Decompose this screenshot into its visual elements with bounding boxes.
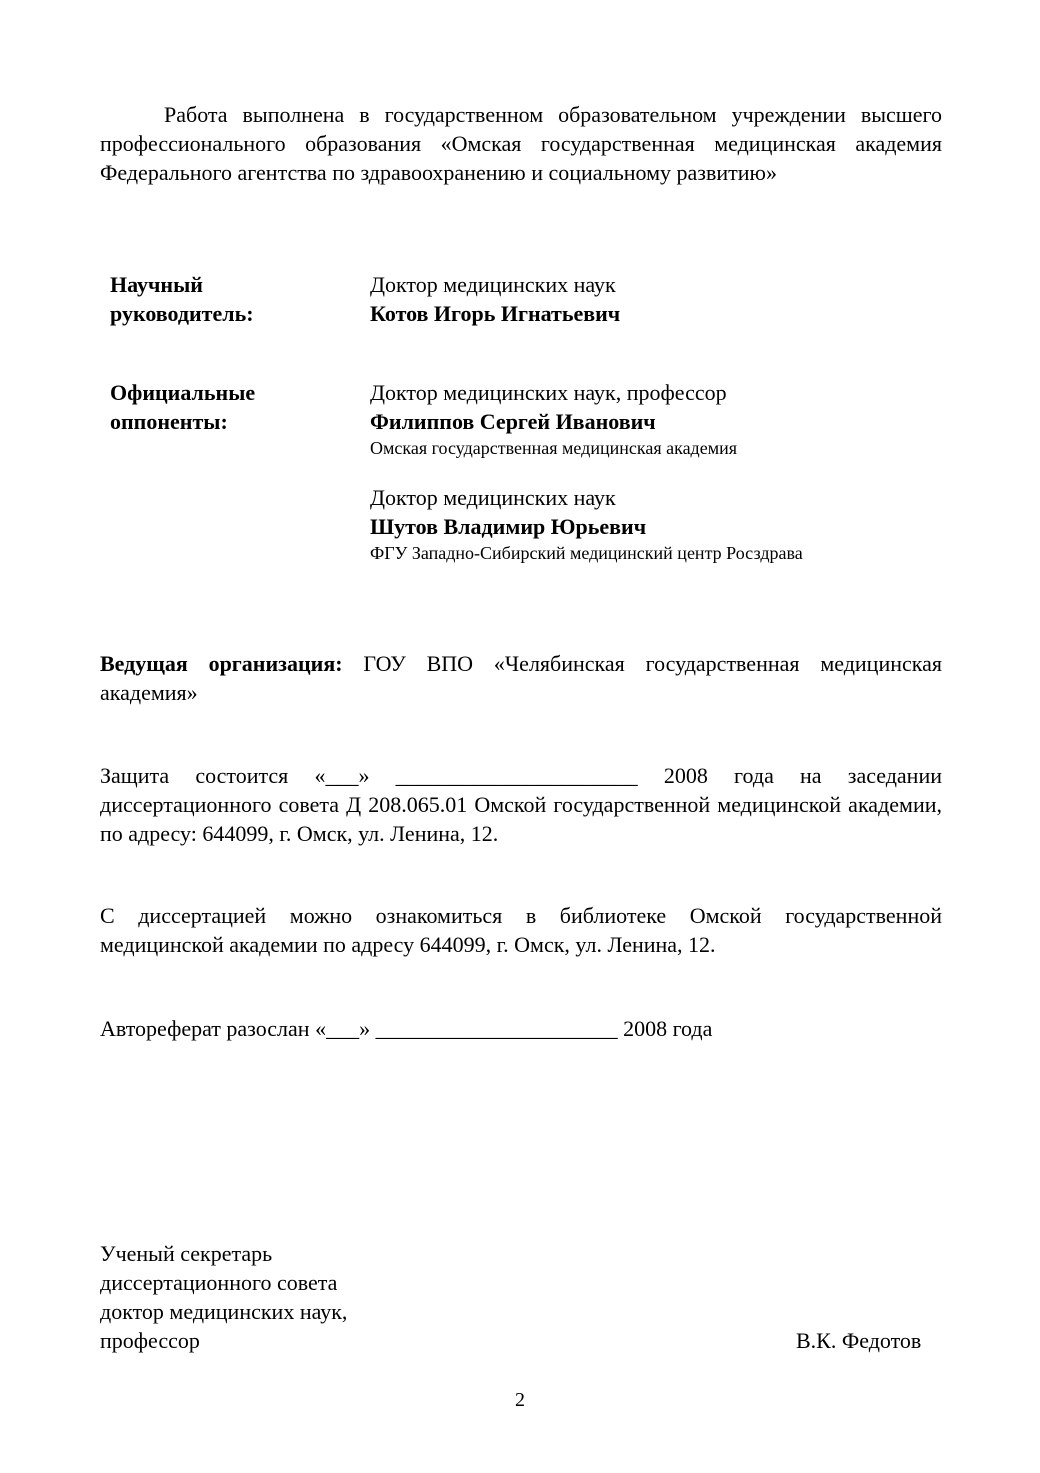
supervisor-block	[370, 270, 970, 328]
leading-organization-paragraph	[100, 649, 942, 707]
page-number: 2	[515, 1389, 525, 1411]
secretary-title-line3: доктор медицинских наук,	[100, 1299, 348, 1324]
opponents-label-line2: оппоненты:	[110, 409, 228, 434]
opponent-degree: Доктор медицинских наук, профессор	[370, 380, 727, 405]
intro-paragraph	[100, 100, 942, 187]
library-paragraph	[100, 901, 942, 959]
opponent-organization: Омская государственная медицинская академия	[370, 438, 738, 458]
opponent-name: Шутов Владимир Юрьевич	[370, 514, 647, 539]
supervisor-name: Котов Игорь Игнатьевич	[370, 301, 621, 326]
leading-organization-label: Ведущая организация:	[100, 651, 343, 676]
opponent-degree: Доктор медицинских наук	[370, 485, 616, 510]
opponents-label-line1: Официальные	[110, 380, 256, 405]
opponent-name: Филиппов Сергей Иванович	[370, 409, 656, 434]
abstract-sent-line	[100, 1014, 942, 1043]
secretary-title-line1: Ученый секретарь	[100, 1241, 273, 1266]
secretary-block	[100, 1239, 500, 1355]
supervisor-label-line2: руководитель:	[110, 301, 254, 326]
supervisor-degree: Доктор медицинских наук	[370, 272, 616, 297]
abstract-sent-text: Автореферат разослан «___» ______________________ 2008 года	[100, 1016, 713, 1041]
defense-text: Защита состоится «___» ______________________ 2008 года на заседании диссертационного совета Д 208.065.01 Омской государственной медицинской академии, по адресу: 644099, г. Омск, ул. Ленина, 12.	[100, 763, 942, 846]
defense-paragraph	[100, 761, 942, 848]
opponent-organization: ФГУ Западно-Сибирский медицинский центр Росздрава	[370, 543, 803, 563]
opponent-block	[370, 483, 970, 565]
opponents-label	[110, 378, 360, 436]
supervisor-label	[110, 270, 360, 328]
supervisor-label-line1: Научный	[110, 272, 203, 297]
secretary-title-line2: диссертационного совета	[100, 1270, 338, 1295]
intro-text: Работа выполнена в государственном образовательном учреждении высшего профессионального образования «Омская государственная медицинская академия Федерального агентства по здравоохранению и социальному развитию»	[100, 102, 942, 185]
secretary-title-line4: профессор	[100, 1328, 200, 1353]
opponent-block	[370, 378, 970, 460]
secretary-name: В.К. Федотов	[796, 1328, 922, 1353]
leading-organization-text: ГОУ ВПО «Челябинская государственная медицинская академия»	[100, 651, 943, 705]
library-text: С диссертацией можно ознакомиться в библиотеке Омской государственной медицинской академии по адресу 644099, г. Омск, ул. Ленина, 12.	[100, 903, 942, 957]
